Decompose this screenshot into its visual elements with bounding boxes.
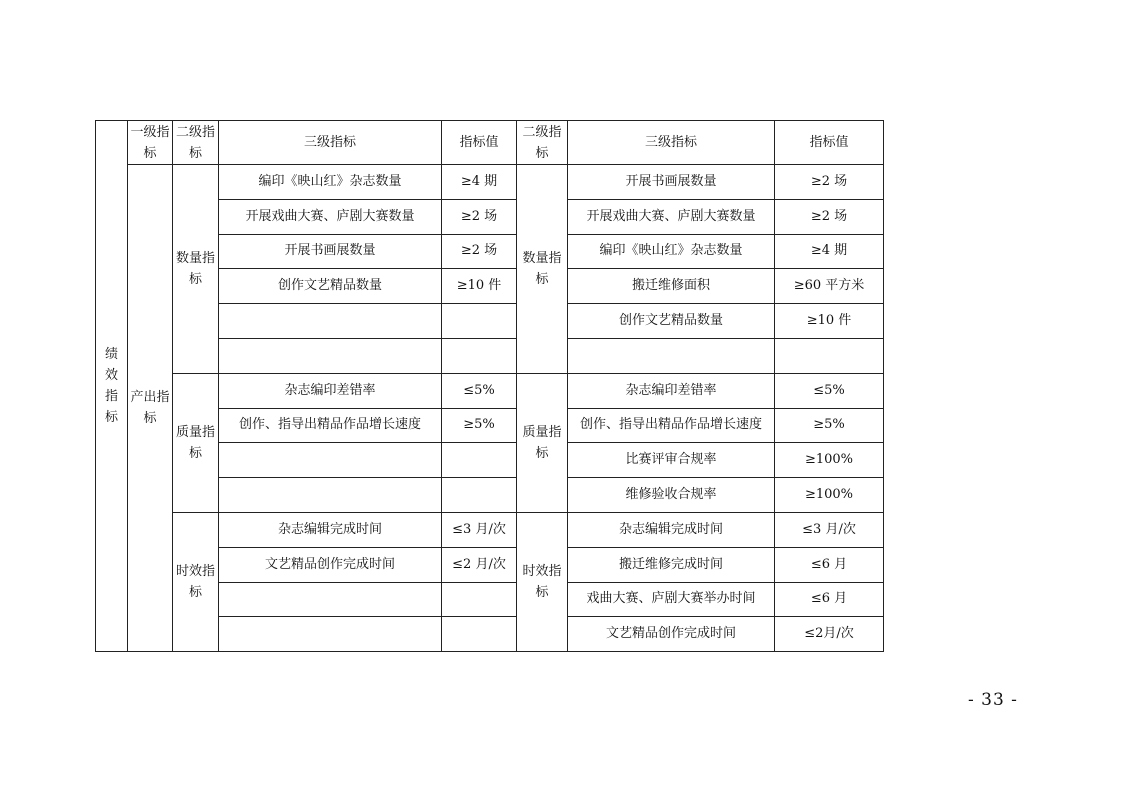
level3-left-cell: 文艺精品创作完成时间 xyxy=(219,547,442,582)
level3-left-cell xyxy=(219,617,442,652)
value-left-cell xyxy=(442,443,517,478)
value-right-cell: ≤6 月 xyxy=(775,582,884,617)
value-left-cell xyxy=(442,478,517,513)
value-right-cell: ≥2 场 xyxy=(775,165,884,200)
value-left-cell: ≥5% xyxy=(442,408,517,443)
level3-right-cell: 杂志编印差错率 xyxy=(568,373,775,408)
level2-right-cell: 时效指标 xyxy=(517,512,568,651)
level3-right-cell: 开展书画展数量 xyxy=(568,165,775,200)
value-left-cell: ≥10 件 xyxy=(442,269,517,304)
level1-cell: 产出指标 xyxy=(128,165,173,652)
header-value-right: 指标值 xyxy=(775,121,884,165)
header-level3-right: 三级指标 xyxy=(568,121,775,165)
value-left-cell: ≤2 月/次 xyxy=(442,547,517,582)
level2-right-cell: 质量指标 xyxy=(517,373,568,512)
level3-right-cell: 杂志编辑完成时间 xyxy=(568,512,775,547)
value-right-cell: ≥5% xyxy=(775,408,884,443)
level3-right-cell: 创作文艺精品数量 xyxy=(568,304,775,339)
header-value-left: 指标值 xyxy=(442,121,517,165)
value-right-cell xyxy=(775,338,884,373)
level3-left-cell: 编印《映山红》杂志数量 xyxy=(219,165,442,200)
value-left-cell: ≥2 场 xyxy=(442,234,517,269)
value-right-cell: ≤5% xyxy=(775,373,884,408)
level2-left-cell: 时效指标 xyxy=(173,512,219,651)
value-left-cell: ≥4 期 xyxy=(442,165,517,200)
page-number: - 33 - xyxy=(968,690,1018,710)
value-left-cell: ≥2 场 xyxy=(442,199,517,234)
value-right-cell: ≤3 月/次 xyxy=(775,512,884,547)
value-right-cell: ≤6 月 xyxy=(775,547,884,582)
level3-right-cell: 创作、指导出精品作品增长速度 xyxy=(568,408,775,443)
value-right-cell: ≤2月/次 xyxy=(775,617,884,652)
level3-left-cell xyxy=(219,338,442,373)
value-right-cell: ≥10 件 xyxy=(775,304,884,339)
value-left-cell: ≤5% xyxy=(442,373,517,408)
level3-left-cell xyxy=(219,582,442,617)
level3-left-cell xyxy=(219,478,442,513)
header-level1: 一级指标 xyxy=(128,121,173,165)
value-left-cell xyxy=(442,617,517,652)
category-cell xyxy=(96,121,128,652)
table-row xyxy=(96,512,884,547)
level3-left-cell: 开展书画展数量 xyxy=(219,234,442,269)
level3-right-cell: 比赛评审合规率 xyxy=(568,443,775,478)
level3-right-cell: 维修验收合规率 xyxy=(568,478,775,513)
level3-left-cell: 创作文艺精品数量 xyxy=(219,269,442,304)
level3-left-cell xyxy=(219,304,442,339)
value-right-cell: ≥100% xyxy=(775,443,884,478)
value-left-cell xyxy=(442,582,517,617)
table-body xyxy=(96,121,884,652)
level3-right-cell xyxy=(568,338,775,373)
level3-right-cell: 搬迁维修完成时间 xyxy=(568,547,775,582)
header-level2-left: 二级指标 xyxy=(173,121,219,165)
level3-right-cell: 编印《映山红》杂志数量 xyxy=(568,234,775,269)
level2-left-cell: 质量指标 xyxy=(173,373,219,512)
performance-indicator-table xyxy=(95,120,884,652)
level3-right-cell: 戏曲大赛、庐剧大赛举办时间 xyxy=(568,582,775,617)
header-level3-left: 三级指标 xyxy=(219,121,442,165)
level3-right-cell: 开展戏曲大赛、庐剧大赛数量 xyxy=(568,199,775,234)
value-right-cell: ≥60 平方米 xyxy=(775,269,884,304)
value-left-cell xyxy=(442,304,517,339)
value-left-cell: ≤3 月/次 xyxy=(442,512,517,547)
table-row xyxy=(96,165,884,200)
category-label: 绩效指标 xyxy=(105,347,119,426)
value-left-cell xyxy=(442,338,517,373)
level3-right-cell: 搬迁维修面积 xyxy=(568,269,775,304)
level3-right-cell: 文艺精品创作完成时间 xyxy=(568,617,775,652)
level3-left-cell: 开展戏曲大赛、庐剧大赛数量 xyxy=(219,199,442,234)
level2-left-cell: 数量指标 xyxy=(173,165,219,374)
value-right-cell: ≥2 场 xyxy=(775,199,884,234)
table-row xyxy=(96,373,884,408)
level3-left-cell: 杂志编辑完成时间 xyxy=(219,512,442,547)
level3-left-cell: 创作、指导出精品作品增长速度 xyxy=(219,408,442,443)
value-right-cell: ≥100% xyxy=(775,478,884,513)
header-level2-right: 二级指标 xyxy=(517,121,568,165)
level2-right-cell: 数量指标 xyxy=(517,165,568,374)
level3-left-cell xyxy=(219,443,442,478)
table-header-row xyxy=(96,121,884,165)
value-right-cell: ≥4 期 xyxy=(775,234,884,269)
level3-left-cell: 杂志编印差错率 xyxy=(219,373,442,408)
